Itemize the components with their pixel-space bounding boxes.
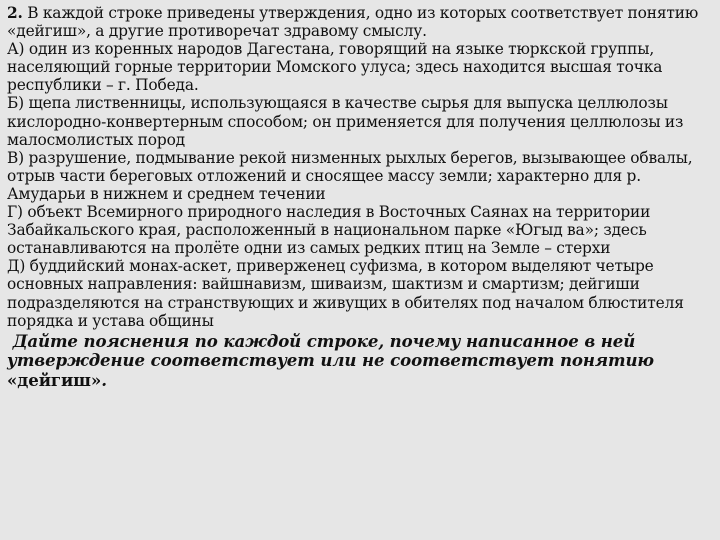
statement-d-letter: Д) — [7, 257, 26, 276]
statement-d — [7, 257, 708, 329]
statement-b — [7, 94, 708, 148]
statement-v — [7, 149, 708, 203]
statement-a-text: один из коренных народов Дагестана, говорящий на языке тюркской группы, населяющий горные территории Момского улуса; здесь находится высшая точка республики – г. Победа. — [7, 40, 663, 95]
question-intro — [7, 4, 708, 40]
statement-g-text: объект Всемирного природного наследия в Восточных Саянах на территории Забайкальского края, расположенный в национальном парке «Югыд ва»; здесь останавливаются на пролёте одни из самых редких птиц на Земле – стерхи — [7, 203, 651, 258]
statement-v-text: разрушение, подмывание рекой низменных рыхлых берегов, вызывающее обвалы, отрыв части береговых отложений и сносящее массу земли; характерно для р. Амударьи в нижнем и среднем течении — [7, 148, 693, 203]
statement-g-letter: Г) — [7, 203, 23, 222]
question-intro-text: В каждой строке приведены утверждения, одно из которых соответствует понятию «дейгиш», а другие противоречат здравому смыслу. — [7, 4, 699, 41]
statement-a-letter: А) — [7, 40, 25, 59]
statement-a — [7, 40, 708, 94]
question-number: 2. — [7, 4, 23, 22]
statement-b-letter: Б) — [7, 94, 25, 113]
task-instruction — [7, 332, 708, 391]
task-instruction-text: Дайте пояснения по каждой строке, почему написанное в ней утверждение соответствует или не соответствует понятию — [7, 330, 654, 371]
statement-v-letter: В) — [7, 148, 25, 167]
task-instruction-end: . — [101, 370, 107, 391]
task-target-word: «дейгиш» — [7, 370, 102, 391]
statement-g — [7, 203, 708, 257]
statement-d-text: буддийский монах-аскет, приверженец суфизма, в котором выделяют четыре основных направления: вайшнавизм, шиваизм, шактизм и смартизм; дейгиши подразделяются на странствующих и живущих в обителях под началом блюстителя порядка и устава общины — [7, 257, 684, 330]
statement-b-text: щепа лиственницы, использующаяся в качестве сырья для выпуска целлюлозы кислородно-конвертерным способом; он применяется для получения целлюлозы из малосмолистых пород — [7, 94, 684, 149]
